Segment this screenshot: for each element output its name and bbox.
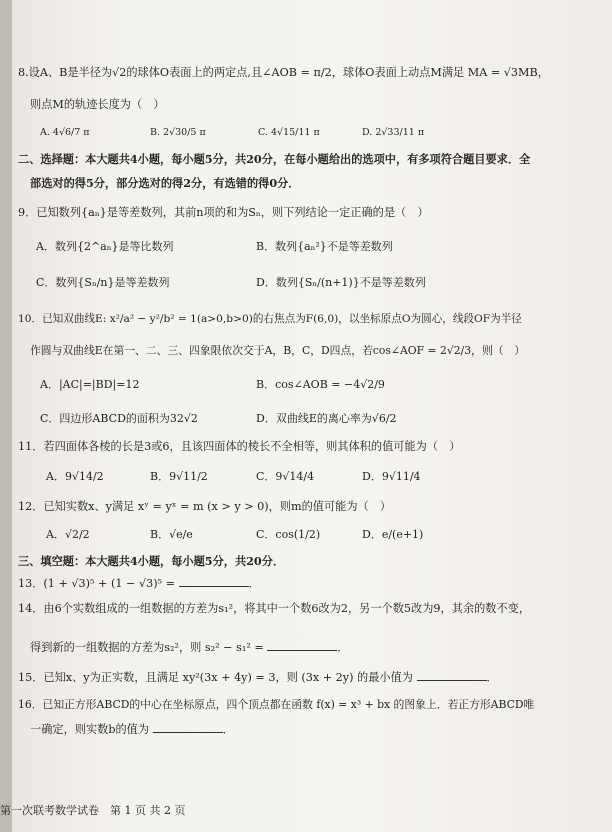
q8-stem-2: 则点M的轨迹长度为（ ） — [30, 98, 165, 111]
q14-stem: 14．由6个实数组成的一组数据的方差为s₁²，将其中一个数6改为2，另一个数5改为9，其余的数不变， — [18, 602, 531, 615]
q13-tail: ． — [248, 577, 260, 590]
q14-line-2 — [30, 640, 349, 655]
q8-stem: 8.设A、B是半径为√2的球体O表面上的两定点,且∠AOB = π/2，球体O表面上动点M满足 MA = √3MB， — [18, 66, 549, 79]
q9-option-a: A．数列{2^aₙ}是等比数列 — [36, 240, 174, 253]
q14-answer-blank[interactable] — [267, 640, 337, 651]
q10-option-b: B．cos∠AOB = −4√2/9 — [256, 378, 385, 391]
q15-line — [18, 670, 498, 685]
q10-option-d: D．双曲线E的离心率为√6/2 — [256, 412, 397, 425]
q11-option-a: A．9√14/2 — [46, 470, 104, 483]
q9-stem: 9．已知数列{aₙ}是等差数列，其前n项的和为Sₙ，则下列结论一定正确的是（ ） — [18, 206, 429, 219]
q11-option-b: B．9√11/2 — [150, 470, 208, 483]
q8-option-c: C. 4√15/11 π — [258, 127, 320, 138]
page-footer: 第一次联考数学试卷 第 1 页 共 2 页 — [0, 804, 186, 817]
q12-option-a: A．√2/2 — [46, 528, 90, 541]
q9-option-c: C．数列{Sₙ/n}是等差数列 — [36, 276, 170, 289]
q11-option-d: D．9√11/4 — [362, 470, 421, 483]
q16-stem: 16．已知正方形ABCD的中心在坐标原点，四个顶点都在函数 f(x) = x³ + bx 的图象上．若正方形ABCD唯 — [18, 698, 535, 711]
q12-option-d: D．e/(e+1) — [362, 528, 424, 541]
q16-line-2 — [30, 722, 234, 737]
q15-stem: 15．已知x、y为正实数，且满足 xy²(3x + 4y) = 3，则 (3x + 2y) 的最小值为 — [18, 671, 413, 684]
section3-heading: 三、填空题：本大题共4小题，每小题5分，共20分． — [18, 554, 285, 568]
q15-answer-blank[interactable] — [417, 670, 487, 681]
q12-option-c: C．cos(1/2) — [256, 528, 321, 541]
q11-stem: 11．若四面体各棱的长是3或6，且该四面体的棱长不全相等，则其体积的值可能为（ ） — [18, 440, 461, 453]
q14-stem-2: 得到新的一组数据的方差为s₂²，则 s₂² − s₁² = — [30, 641, 264, 654]
q10-stem: 10．已知双曲线E: x²/a² − y²/b² = 1(a>0,b>0)的右焦点为F(6,0)，以坐标原点O为圆心，线段OF为半径 — [18, 313, 522, 325]
q14-tail: ． — [337, 641, 349, 654]
page-edge-shadow — [0, 0, 12, 832]
q16-answer-blank[interactable] — [153, 722, 223, 733]
q10-stem-2: 作圆与双曲线E在第一、二、三、四象限依次交于A，B，C，D四点，若cos∠AOF = 2√2/3，则（ ） — [30, 344, 526, 357]
q9-option-b: B．数列{aₙ²}不是等差数列 — [256, 240, 393, 253]
q16-stem-2: 一确定，则实数b的值为 — [30, 723, 150, 736]
q12-option-b: B．√e/e — [150, 528, 193, 541]
q11-option-c: C．9√14/4 — [256, 470, 315, 483]
section2-heading: 二、选择题：本大题共4小题，每小题5分，共20分，在每小题给出的选项中，有多项符合题目要求．全 — [18, 152, 531, 166]
q10-option-c: C．四边形ABCD的面积为32√2 — [40, 412, 198, 425]
section2-heading-2: 部选对的得5分，部分选对的得2分，有选错的得0分． — [30, 176, 300, 190]
q8-option-a: A. 4√6/7 π — [40, 127, 90, 138]
q13-line — [18, 576, 260, 591]
q13-stem: 13．(1 + √3)⁵ + (1 − √3)⁵ = — [18, 577, 175, 590]
q10-option-a: A．|AC|=|BD|=12 — [40, 378, 140, 391]
q9-option-d: D．数列{Sₙ/(n+1)}不是等差数列 — [256, 276, 426, 289]
q13-answer-blank[interactable] — [179, 576, 249, 587]
q8-option-b: B. 2√30/5 π — [150, 127, 206, 138]
q16-tail: ． — [222, 723, 234, 736]
q15-tail: ． — [486, 671, 498, 684]
q8-option-d: D. 2√33/11 π — [362, 127, 425, 138]
q12-stem: 12．已知实数x、y满足 xʸ = yˣ = m (x > y > 0)，则m的值可能为（ ） — [18, 500, 392, 513]
